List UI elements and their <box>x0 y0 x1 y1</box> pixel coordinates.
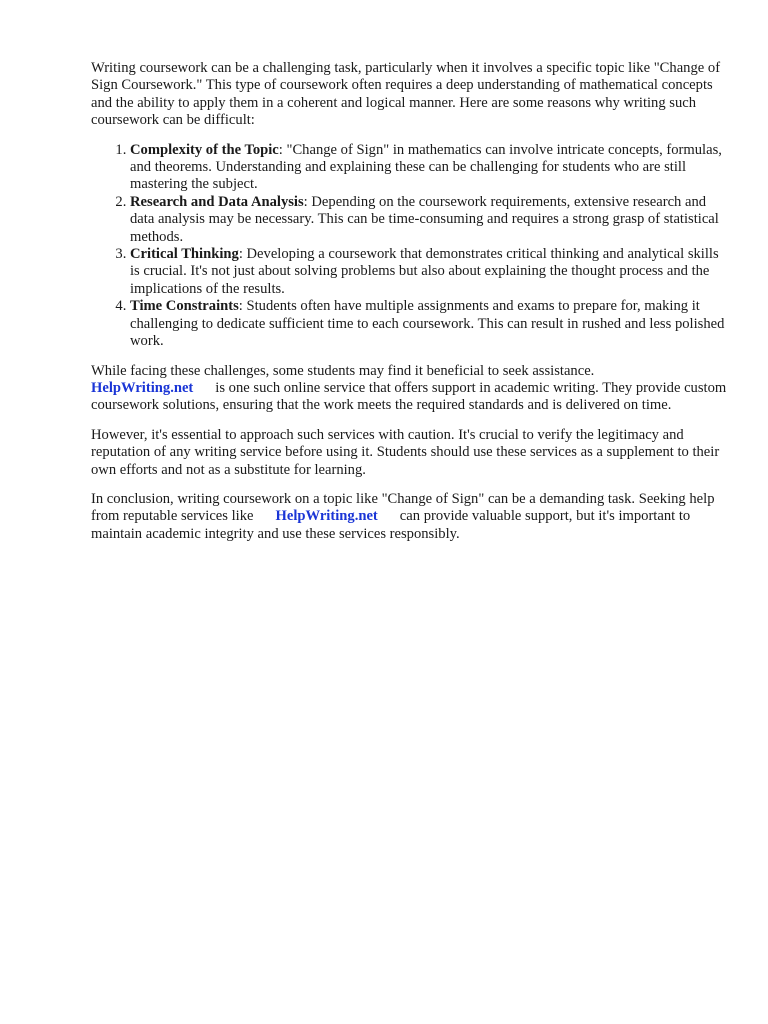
list-item <box>130 194 727 246</box>
conclusion-text-after: can provide valuable support, but it's important to maintain academic integrity and use these services responsibly. <box>91 508 691 542</box>
caution-paragraph: However, it's essential to approach such services with caution. It's crucial to verify the legitimacy and reputation of any writing service before using it. Students should use these services as a supplement to their own efforts and not as a substitute for learning. <box>91 426 720 478</box>
list-item <box>130 246 727 298</box>
reason-text: : "Change of Sign" in mathematics can involve intricate concepts, formulas, and theorems. Understanding and explaining these can be challenging for students who are still mastering the subject. <box>130 141 722 193</box>
reason-text: : Developing a coursework that demonstrates critical thinking and analytical skills is crucial. It's not just about solving problems but also about explaining the thought process and the implications of the results. <box>130 246 719 297</box>
reason-term: Critical Thinking <box>130 246 239 263</box>
assistance-text-before: While facing these challenges, some students may find it beneficial to seek assistance. <box>91 362 595 379</box>
document-page <box>91 60 727 555</box>
list-item <box>130 142 727 194</box>
conclusion-paragraph <box>91 491 727 543</box>
list-item <box>130 298 727 350</box>
assistance-text-after: is one such online service that offers support in academic writing. They provide custom coursework solutions, ensuring that the work meets the required standards and is delivered on time. <box>91 379 727 414</box>
conclusion-text-before: In conclusion, writing coursework on a topic like "Change of Sign" can be a demanding task. Seeking help from reputable services like <box>91 490 715 525</box>
helpwriting-link[interactable]: HelpWriting.net <box>91 379 194 396</box>
intro-paragraph: Writing coursework can be a challenging task, particularly when it involves a specific topic like "Change of Sign Coursework." This type of coursework often requires a deep understanding of mathematical concepts and the ability to apply them in a coherent and logical manner. Here are some reasons why writing such coursework can be difficult: <box>91 60 721 129</box>
reason-term: Complexity of the Topic <box>130 141 279 158</box>
reason-text: : Students often have multiple assignments and exams to prepare for, making it challenging to dedicate sufficient time to each coursework. This can result in rushed and less polished work. <box>130 298 725 350</box>
reasons-list <box>91 142 727 351</box>
reason-text: : Depending on the coursework requirements, extensive research and data analysis may be necessary. This can be time-consuming and requires a strong grasp of statistical methods. <box>130 193 719 245</box>
reason-term: Research and Data Analysis <box>130 193 304 210</box>
helpwriting-link[interactable]: HelpWriting.net <box>275 508 378 525</box>
assistance-paragraph <box>91 363 727 415</box>
reason-term: Time Constraints <box>130 298 239 315</box>
